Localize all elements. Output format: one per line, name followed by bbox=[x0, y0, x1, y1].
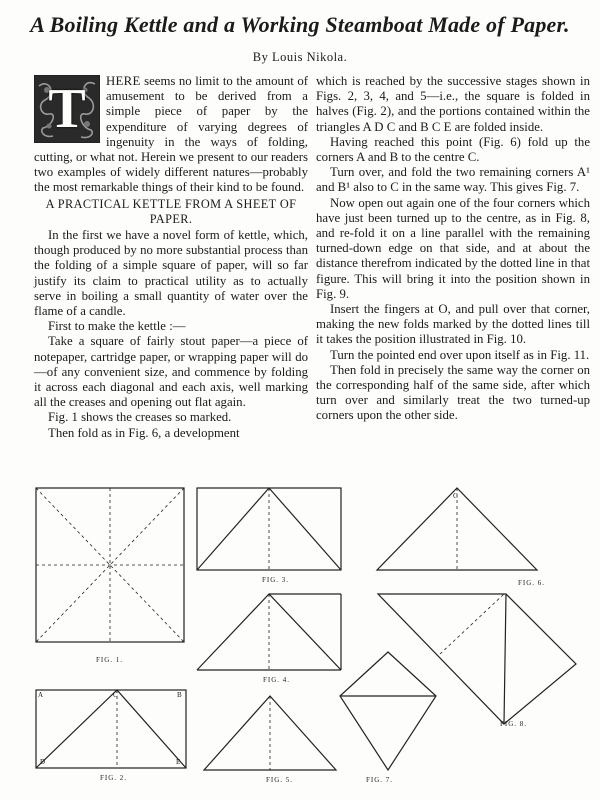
paragraph: which is reached by the successive stages shown in Figs. 2, 3, 4, and 5—i.e., the square is folded in halves (Fig. 2), and the portions contained within the triangles A D C and B C E are folded inside. bbox=[316, 74, 590, 134]
paragraph: Insert the fingers at O, and pull over that corner, making the new folds marked by the dotted lines till it takes the position illustrated in Fig. 10. bbox=[316, 302, 590, 347]
fig5-caption: FIG. 5. bbox=[266, 776, 294, 784]
byline: By Louis Nikola. bbox=[252, 50, 348, 64]
paragraph: Turn over, and fold the two remaining corners A¹ and B¹ also to C in the same way. This gives Fig. 7. bbox=[316, 165, 590, 195]
fig7-caption: FIG. 7. bbox=[366, 776, 394, 784]
fig8-caption: FIG. 8. bbox=[500, 720, 528, 728]
figures-area bbox=[0, 484, 600, 800]
fig6-point-c: C bbox=[453, 492, 459, 500]
fig2-caption: FIG. 2. bbox=[100, 774, 128, 782]
fig2-point-a: A bbox=[38, 691, 45, 699]
fig6-caption: FIG. 6. bbox=[518, 579, 546, 587]
fig1-caption: FIG. 1. bbox=[96, 656, 124, 664]
fig2-point-c: C bbox=[113, 691, 119, 699]
paragraph: In the first we have a novel form of kettle, which, though produced by no more substantial process than the folding of a simple square of paper, will so far justify its claim to practical utility as to actually serve in boiling a small quantity of water over the flame of a candle. bbox=[34, 228, 308, 319]
fold-diagrams bbox=[0, 484, 600, 800]
article-title: A Boiling Kettle and a Working Steamboat Made of Paper. bbox=[30, 12, 570, 37]
paragraph: First to make the kettle :— bbox=[48, 319, 186, 334]
intro-text: seems no limit to the amount of amusement to be derived from a simple piece of paper by the expenditure of varying degrees of ingenuity in the ways of folding, cutting, or what not. Herein we present to our readers two examples of widely different natures—probably the most remarkable things of their kind to be found. bbox=[34, 74, 308, 195]
fig4-caption: FIG. 4. bbox=[263, 676, 291, 684]
text-column-right bbox=[316, 74, 590, 424]
paragraph: Fig. 1 shows the creases so marked. bbox=[48, 410, 232, 425]
paragraph: Now open out again one of the four corners which have just been turned up to the centre, as in Fig. 8, and re-fold it on a line parallel with the remaining turned-down edge on that side, and at about the distance therefrom indicated by the dotted line in that figure. This will bring it into the position shown in Fig. 9. bbox=[316, 195, 590, 301]
text-column-left bbox=[34, 74, 308, 441]
fig7-diagram bbox=[340, 652, 436, 770]
paragraph: Having reached this point (Fig. 6) fold up the corners A and B to the centre C. bbox=[316, 134, 590, 165]
fig8-diagram bbox=[378, 594, 576, 724]
fig6-diagram bbox=[377, 488, 537, 570]
intro-paragraph bbox=[34, 74, 308, 196]
paragraph: Turn the pointed end over upon itself as in Fig. 11. bbox=[330, 347, 590, 362]
fig3-caption: FIG. 3. bbox=[262, 576, 290, 584]
dropcap-letter: T bbox=[48, 78, 86, 140]
fig2-point-b: B bbox=[177, 691, 183, 699]
paragraph: Take a square of fairly stout paper—a piece of notepaper, cartridge paper, or wrapping paper will do—of any convenient size, and commence by folding it across each diagonal and each axis, well marking all the creases and opening out flat again. bbox=[34, 334, 308, 410]
fig1-square-diagram bbox=[36, 488, 184, 642]
fig2-diagram bbox=[36, 690, 186, 768]
fig2-point-d: D bbox=[40, 758, 47, 766]
ornate-dropcap bbox=[34, 75, 100, 143]
paragraph: Then fold in precisely the same way the corner on the corresponding half of the same side, after which turn over and similarly treat the two turned-up corners upon the other side. bbox=[316, 362, 590, 423]
fig3-diagram bbox=[197, 488, 341, 570]
fig4-diagram bbox=[197, 594, 341, 670]
first-word: HERE bbox=[106, 74, 141, 88]
fig2-point-e: E bbox=[176, 758, 182, 766]
paragraph: Then fold as in Fig. 6, a development bbox=[48, 425, 240, 440]
fig5-diagram bbox=[204, 696, 336, 770]
section-heading: A PRACTICAL KETTLE FROM A SHEET OF PAPER. bbox=[45, 196, 297, 226]
